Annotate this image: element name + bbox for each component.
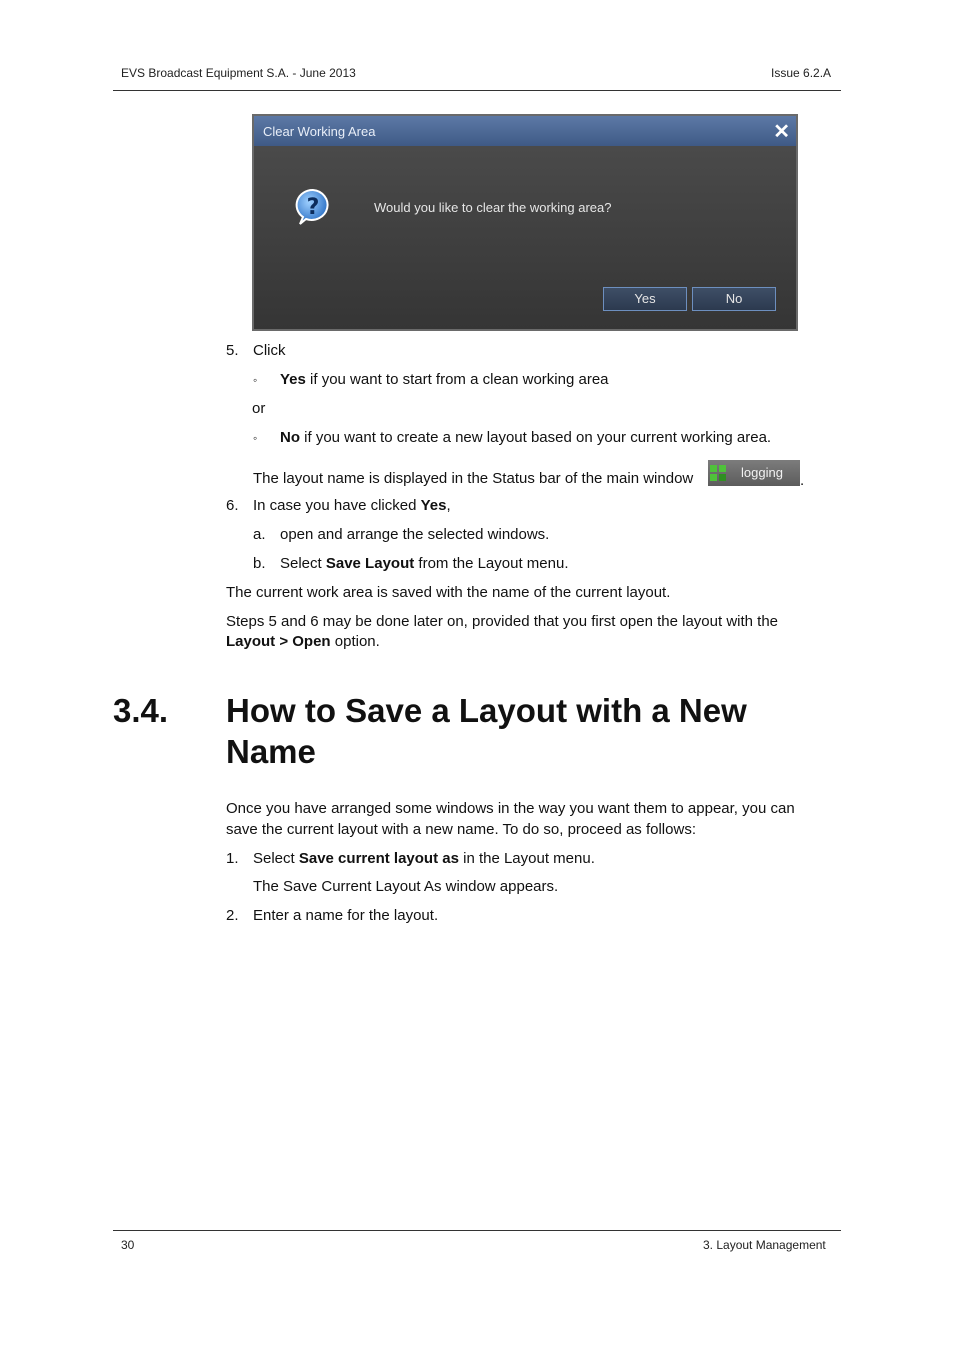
step-6-post: , — [446, 497, 451, 514]
intro-line2: save the current layout with a new name. To do so, proceed as follows: — [226, 821, 696, 838]
step-1-number: 1. — [226, 850, 239, 867]
bullet-no: ◦ — [253, 431, 258, 445]
step-5-number: 5. — [226, 342, 239, 359]
section-number: 3.4. — [113, 692, 169, 729]
option-no — [280, 428, 771, 448]
layout-grid-icon — [710, 465, 726, 481]
footer-rule — [113, 1230, 841, 1231]
option-yes-bold: Yes — [280, 371, 306, 388]
step-2-number: 2. — [226, 907, 239, 924]
paragraph-steps-line1: Steps 5 and 6 may be done later on, provided that you first open the layout with the — [226, 613, 779, 630]
paragraph-saved: The current work area is saved with the name of the current layout. — [226, 584, 671, 601]
svg-text:?: ? — [306, 195, 320, 220]
step-6-text — [253, 496, 451, 516]
step-6a-text: open and arrange the selected windows. — [280, 526, 550, 543]
step-6b-pre: Select — [280, 555, 326, 572]
step-1-pre: Select — [253, 850, 299, 867]
step-6b-text — [280, 554, 568, 574]
yes-button[interactable]: Yes — [603, 287, 687, 311]
clear-working-area-dialog — [252, 114, 798, 331]
dialog-message: Would you like to clear the working area? — [374, 200, 612, 215]
paragraph-steps-line2 — [226, 632, 380, 652]
status-bar-logging — [708, 460, 800, 486]
step-6a-label: a. — [253, 526, 266, 543]
step-6-pre: In case you have clicked — [253, 497, 421, 514]
footer-chapter: 3. Layout Management — [703, 1238, 826, 1252]
dialog-body — [254, 146, 796, 329]
option-yes — [280, 370, 609, 390]
status-bar-text: The layout name is displayed in the Status bar of the main window — [253, 470, 694, 487]
step-6b-post: from the Layout menu. — [414, 555, 569, 572]
or-text: or — [252, 400, 266, 417]
layout-open-bold: Layout > Open — [226, 633, 331, 650]
step-2-text: Enter a name for the layout. — [253, 907, 439, 924]
option-no-text: if you want to create a new layout based on your current working area. — [300, 429, 772, 446]
dialog-title: Clear Working Area — [263, 124, 376, 139]
intro-line1: Once you have arranged some windows in the way you want them to appear, you can — [226, 800, 795, 817]
option-yes-text: if you want to start from a clean working area — [305, 371, 609, 388]
page-number: 30 — [121, 1238, 135, 1252]
question-icon — [294, 188, 332, 226]
step-1-text — [253, 849, 595, 869]
section-title-line1: How to Save a Layout with a New — [226, 692, 747, 729]
step-6b-label: b. — [253, 555, 266, 572]
step-6-number: 6. — [226, 497, 239, 514]
bullet-yes: ◦ — [253, 373, 258, 387]
section-title-line2: Name — [226, 733, 316, 770]
no-button[interactable]: No — [692, 287, 776, 311]
step-5-text: Click — [253, 342, 286, 359]
header-right: Issue 6.2.A — [771, 66, 832, 80]
dialog-title-bar — [254, 116, 796, 146]
option-text: option. — [330, 633, 380, 650]
step-1-sub: The Save Current Layout As window appears. — [253, 878, 559, 895]
status-bar-layout-name: logging — [741, 465, 783, 480]
step-6-bold: Yes — [420, 497, 447, 514]
header-rule — [113, 90, 841, 91]
step-6b-bold: Save Layout — [325, 555, 415, 572]
close-icon[interactable]: ✕ — [773, 121, 790, 143]
header-left: EVS Broadcast Equipment S.A. - June 2013 — [121, 66, 356, 80]
step-1-post: in the Layout menu. — [458, 850, 595, 867]
option-no-bold: No — [280, 429, 300, 446]
step-1-bold: Save current layout as — [298, 850, 459, 867]
status-bar-period: . — [800, 472, 805, 489]
